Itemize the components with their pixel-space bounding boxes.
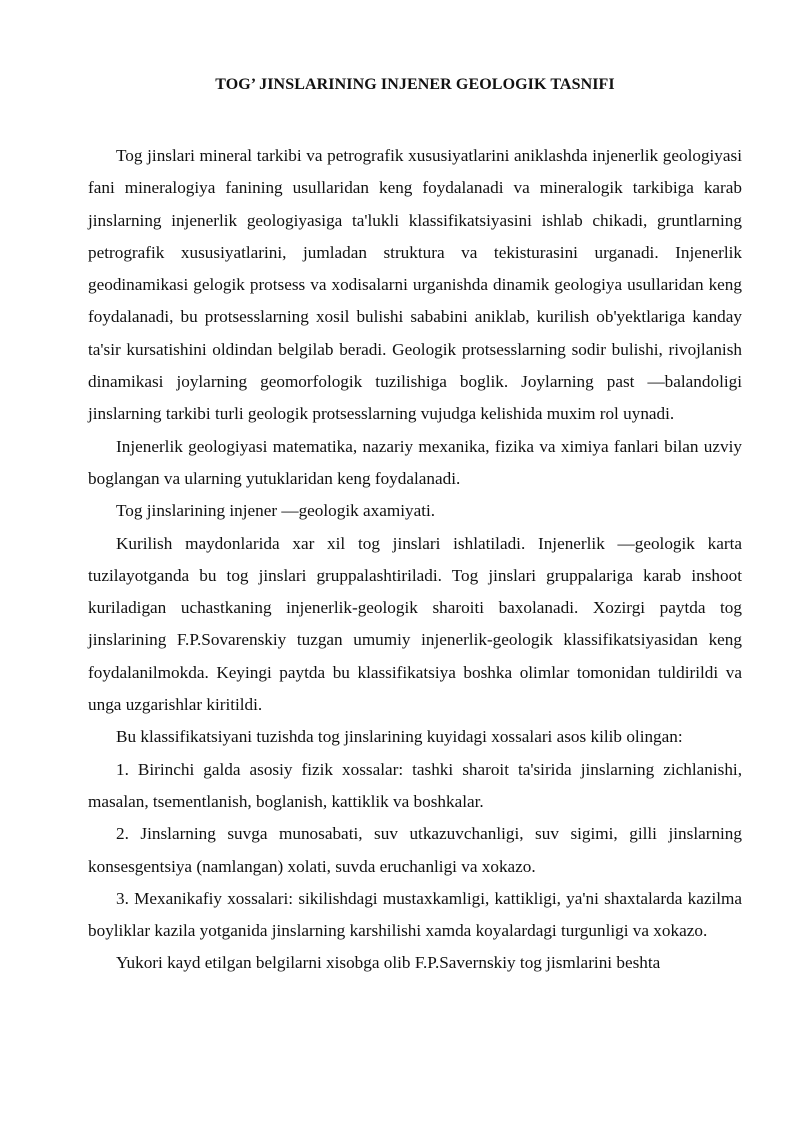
paragraph: Kurilish maydonlarida xar xil tog jinslari ishlatiladi. Injenerlik —geologik karta tuzilayotganda bu tog jinslari gruppalashtiriladi. Tog jinslari gruppalariga karab inshoot kuriladigan uchastkaning injenerlik-geologik sharoiti baxolanadi. Xozirgi paytda tog jinslarining F.P.Sovarenskiy tuzgan umumiy injenerlik-geologik klassifikatsiyasidan keng foydalanilmokda. Keyingi paytda bu klassifikatsiya boshka olimlar tomonidan tuldirildi va unga uzgarishlar kiritildi. <box>88 533 742 715</box>
list-item: 1. Birinchi galda asosiy fizik xossalar: tashki sharoit ta'sirida jinslarning zichlanishi, masalan, tsementlanish, boglanish, kattiklik va boshkalar. <box>88 759 742 811</box>
paragraph: Yukori kayd etilgan belgilarni xisobga olib F.P.Savernskiy tog jismlarini beshta <box>116 953 661 973</box>
paragraph: Injenerlik geologiyasi matematika, nazariy mexanika, fizika va ximiya fanlari bilan uzviy boglangan va ularning yutuklaridan keng foydalanadi. <box>88 436 742 488</box>
paragraph: Tog jinslari mineral tarkibi va petrografik xususiyatlarini aniklashda injenerlik geologiyasi fani mineralogiya fanining usullaridan keng foydalanadi va mineralogik tarkibiga karab jinslarning injenerlik geologiyasiga ta'lukli klassifikatsiyasini ishlab chikadi, gruntlarning petrografik xususiyatlarini, jumladan struktura va tekisturasini urganadi. Injenerlik geodinamikasi gelogik protsess va xodisalarni urganishda dinamik geologiya usullaridan keng foydalanadi, bu protsesslarning xosil bulishi sababini aniklab, kurilish ob'yektlariga kanday ta'sir kursatishini oldindan belgilab beradi. Geologik protsesslarning sodir bulishi, rivojlanish dinamikasi joylarning geomorfologik tuzilishiga boglik. Joylarning past —balandoligi jinslarning tarkibi turli geologik protsesslarning vujudga kelishida muxim rol uynadi. <box>88 146 742 424</box>
document-body <box>88 140 742 980</box>
list-item: 2. Jinslarning suvga munosabati, suv utkazuvchanligi, suv sigimi, gilli jinslarning konsesgentsiya (namlangan) xolati, suvda eruchanligi va xokazo. <box>88 824 742 876</box>
document-title: TOG’ JINSLARINING INJENER GEOLOGIK TASNIFI <box>215 76 615 93</box>
section-heading: Tog jinslarining injener —geologik axamiyati. <box>116 501 436 521</box>
paragraph: Bu klassifikatsiyani tuzishda tog jinslarining kuyidagi xossalari asos kilib olingan: <box>116 727 683 747</box>
list-item: 3. Mexanikafiy xossalari: sikilishdagi mustaxkamligi, kattikligi, ya'ni shaxtalarda kazilma boyliklar kazila yotganida jinslarning karshilishi xamda koyalardagi turgunligi va xokazo. <box>88 888 742 941</box>
